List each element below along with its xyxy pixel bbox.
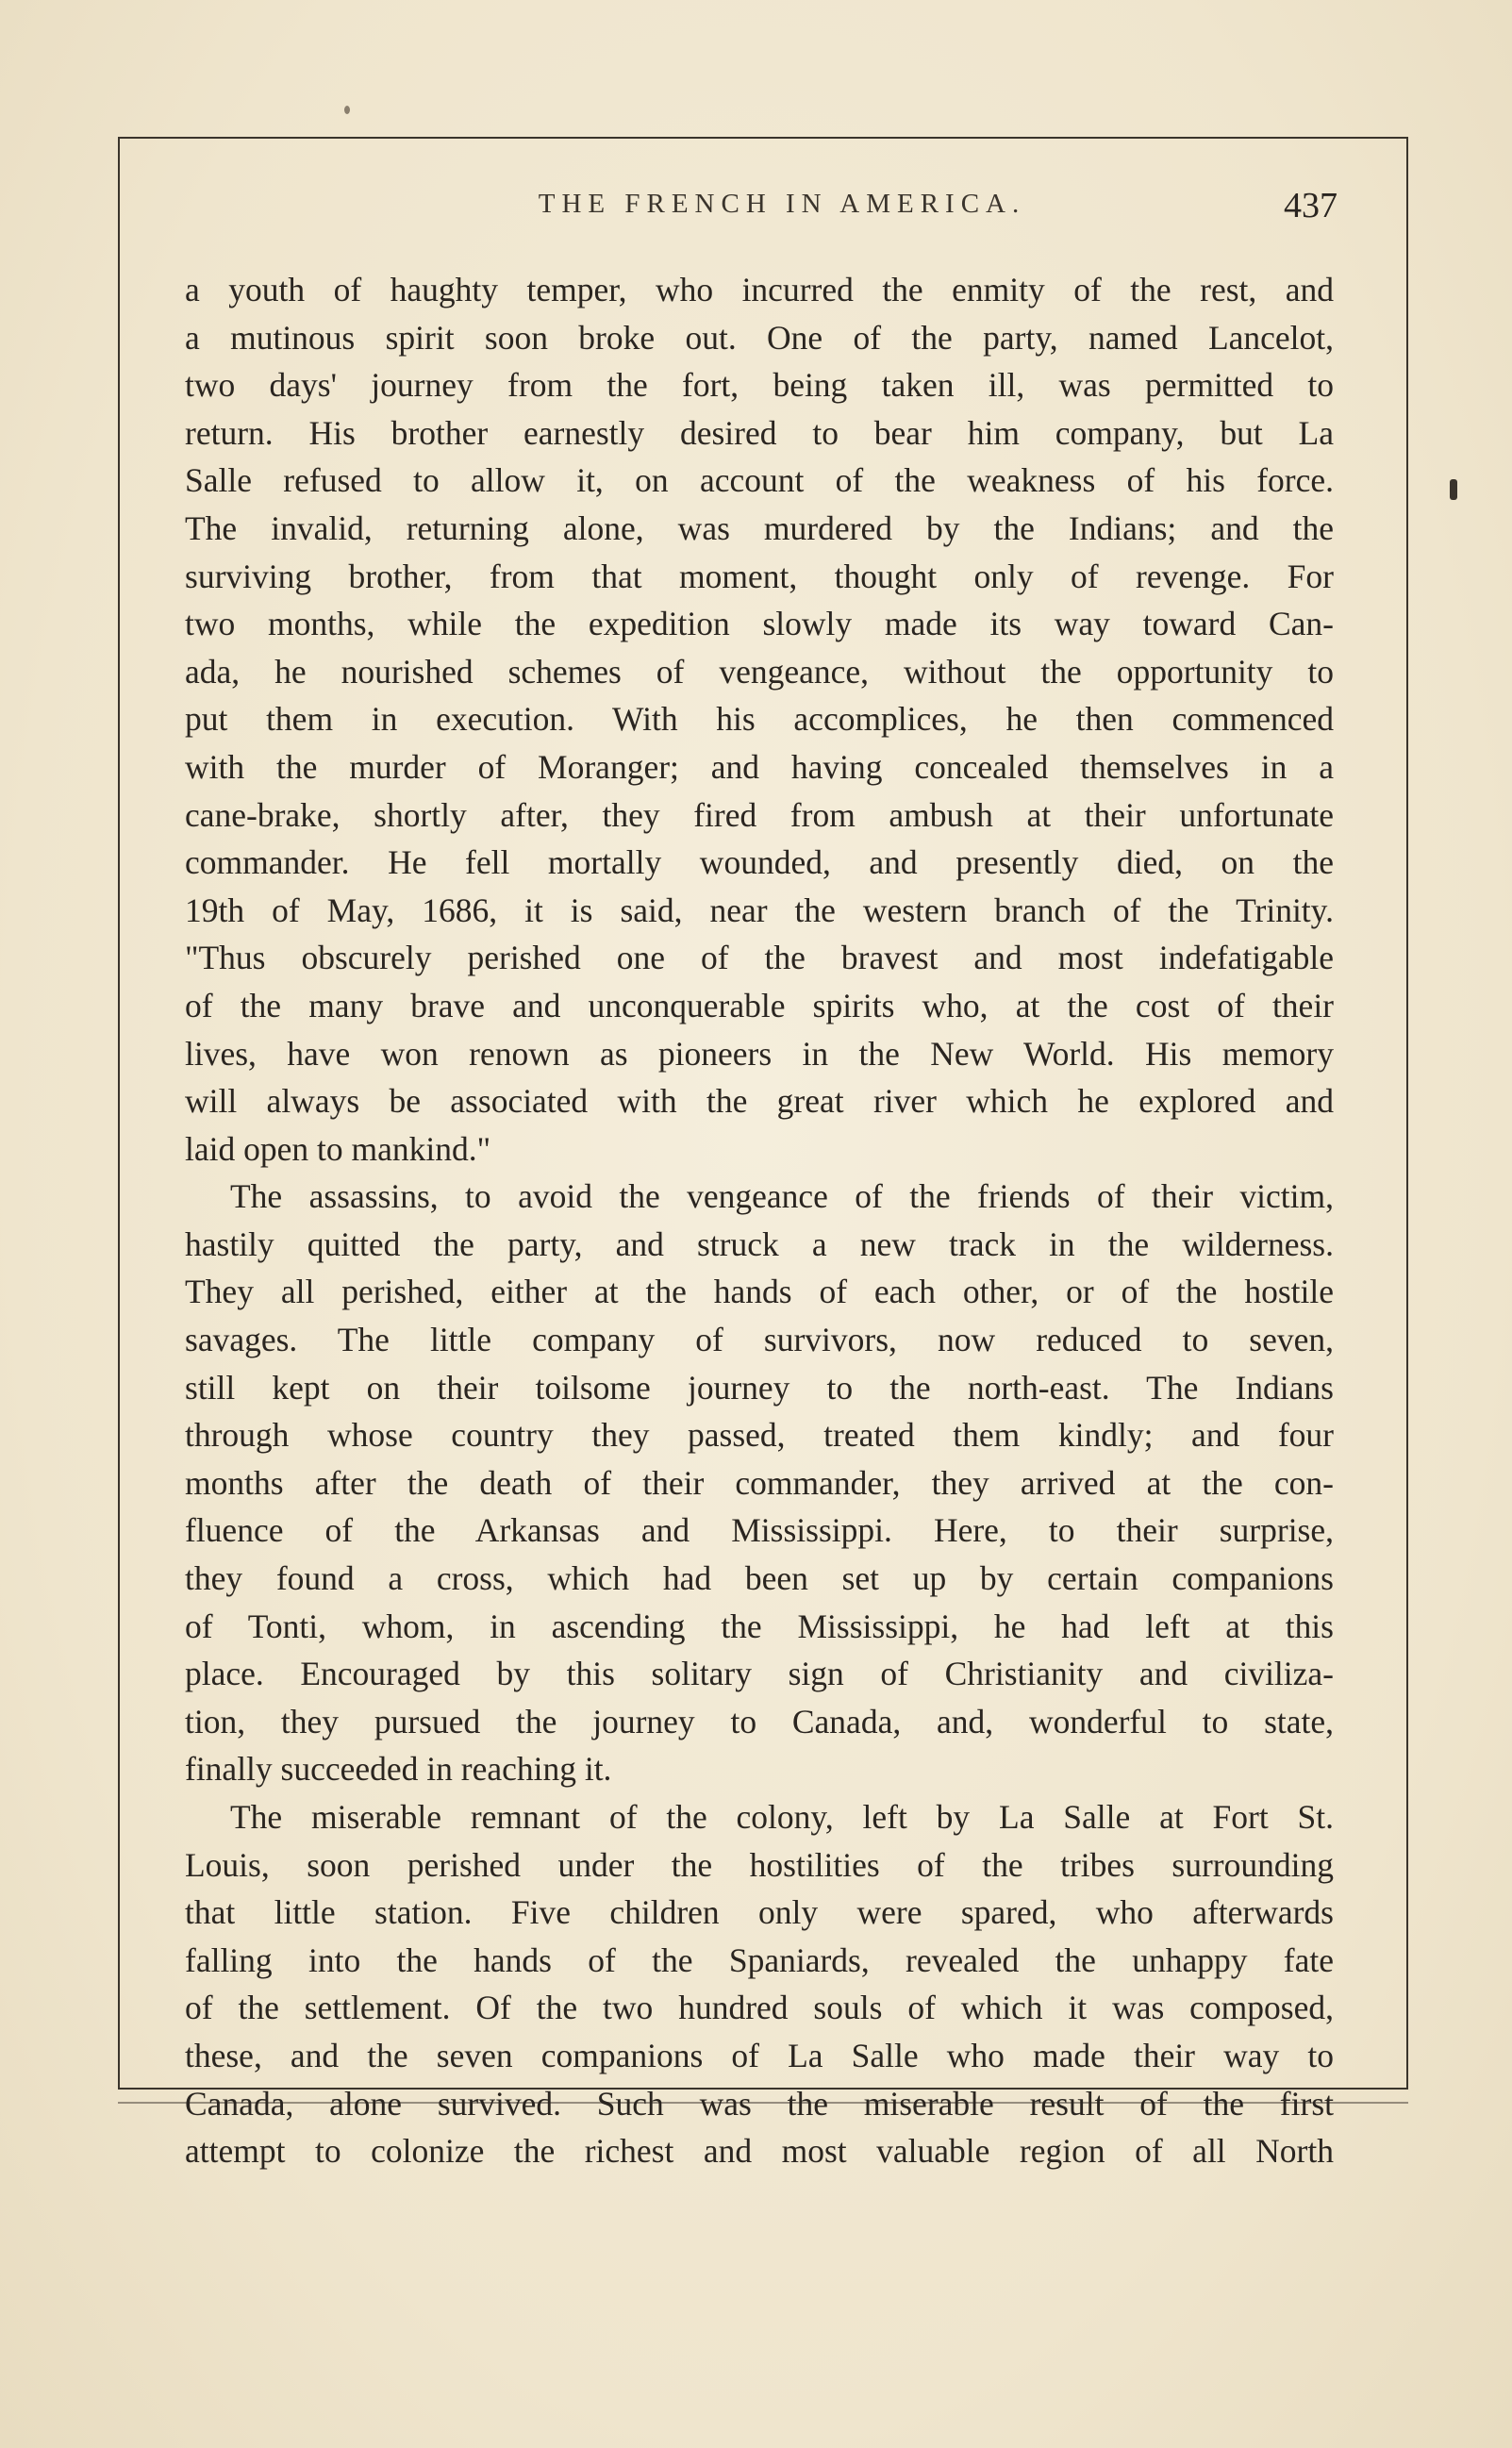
text-line: Louis, soon perished under the hostilities of the tribes surrounding (185, 1845, 1334, 1884)
text-line: a mutinous spirit soon broke out. One of the party, named Lancelot, (185, 318, 1334, 357)
text-line: that little station. Five children only were spared, who afterwards (185, 1893, 1334, 1932)
text-line: hastily quitted the party, and struck a new track in the wilderness. (185, 1224, 1334, 1263)
text-line: The invalid, returning alone, was murdered by the Indians; and the (185, 508, 1334, 547)
text-line: 19th of May, 1686, it is said, near the western branch of the Trinity. (185, 891, 1334, 929)
text-line: lives, have won renown as pioneers in the New World. His memory (185, 1034, 1334, 1073)
text-line: of Tonti, whom, in ascending the Mississippi, he had left at this (185, 1607, 1334, 1645)
margin-mark (1450, 479, 1457, 500)
text-line: will always be associated with the great river which he explored and (185, 1082, 1334, 1121)
text-line: savages. The little company of survivors, now reduced to seven, (185, 1321, 1334, 1359)
text-line: two months, while the expedition slowly made its way toward Can- (185, 605, 1334, 643)
text-line-paragraph-end: laid open to mankind." (185, 1129, 491, 1168)
text-line: of the many brave and unconquerable spirits who, at the cost of their (185, 986, 1334, 1024)
page-header (118, 179, 1408, 236)
text-line: Canada, alone survived. Such was the miserable result of the first (185, 2084, 1334, 2123)
text-line: surviving brother, from that moment, thought only of revenge. For (185, 557, 1334, 595)
text-line: Salle refused to allow it, on account of the weakness of his force. (185, 461, 1334, 500)
text-line: place. Encouraged by this solitary sign of Christianity and civiliza- (185, 1655, 1334, 1693)
text-line: fluence of the Arkansas and Mississippi. Here, to their surprise, (185, 1511, 1334, 1550)
text-line: ada, he nourished schemes of vengeance, without the opportunity to (185, 652, 1334, 691)
text-line: a youth of haughty temper, who incurred the enmity of the rest, and (185, 271, 1334, 308)
text-line: cane-brake, shortly after, they fired from ambush at their unfortunate (185, 795, 1334, 834)
text-line: attempt to colonize the richest and most valuable region of all North (185, 2132, 1334, 2171)
text-line: return. His brother earnestly desired to bear him company, but La (185, 413, 1334, 452)
ink-speck (344, 106, 350, 114)
body-text (185, 266, 1334, 2175)
text-line: They all perished, either at the hands of each other, or of the hostile (185, 1273, 1334, 1311)
text-line: "Thus obscurely perished one of the bravest and most indefatigable (185, 939, 1334, 977)
text-line-paragraph-start: The assassins, to avoid the vengeance of the friends of their victim, (230, 1177, 1334, 1216)
text-line: of the settlement. Of the two hundred souls of which it was composed, (185, 1989, 1334, 2027)
text-line-paragraph-end: finally succeeded in reaching it. (185, 1750, 612, 1789)
text-line: commander. He fell mortally wounded, and presently died, on the (185, 843, 1334, 882)
text-line: these, and the seven companions of La Salle who made their way to (185, 2036, 1334, 2074)
text-line: months after the death of their commander, they arrived at the con- (185, 1463, 1334, 1502)
text-line: tion, they pursued the journey to Canada, and, wonderful to state, (185, 1702, 1334, 1740)
text-line: they found a cross, which had been set up by certain companions (185, 1559, 1334, 1598)
text-line: with the murder of Moranger; and having concealed themselves in a (185, 747, 1334, 786)
page-number: 437 (1284, 186, 1338, 225)
text-line: two days' journey from the fort, being taken ill, was permitted to (185, 366, 1334, 405)
text-line-paragraph-start: The miserable remnant of the colony, left by La Salle at Fort St. (230, 1798, 1334, 1836)
text-line: put them in execution. With his accomplices, he then commenced (185, 700, 1334, 739)
text-line: falling into the hands of the Spaniards, revealed the unhappy fate (185, 1940, 1334, 1979)
running-title: THE FRENCH IN AMERICA. (538, 189, 1026, 219)
text-line: through whose country they passed, treated them kindly; and four (185, 1416, 1334, 1455)
text-line: still kept on their toilsome journey to the north-east. The Indians (185, 1368, 1334, 1407)
